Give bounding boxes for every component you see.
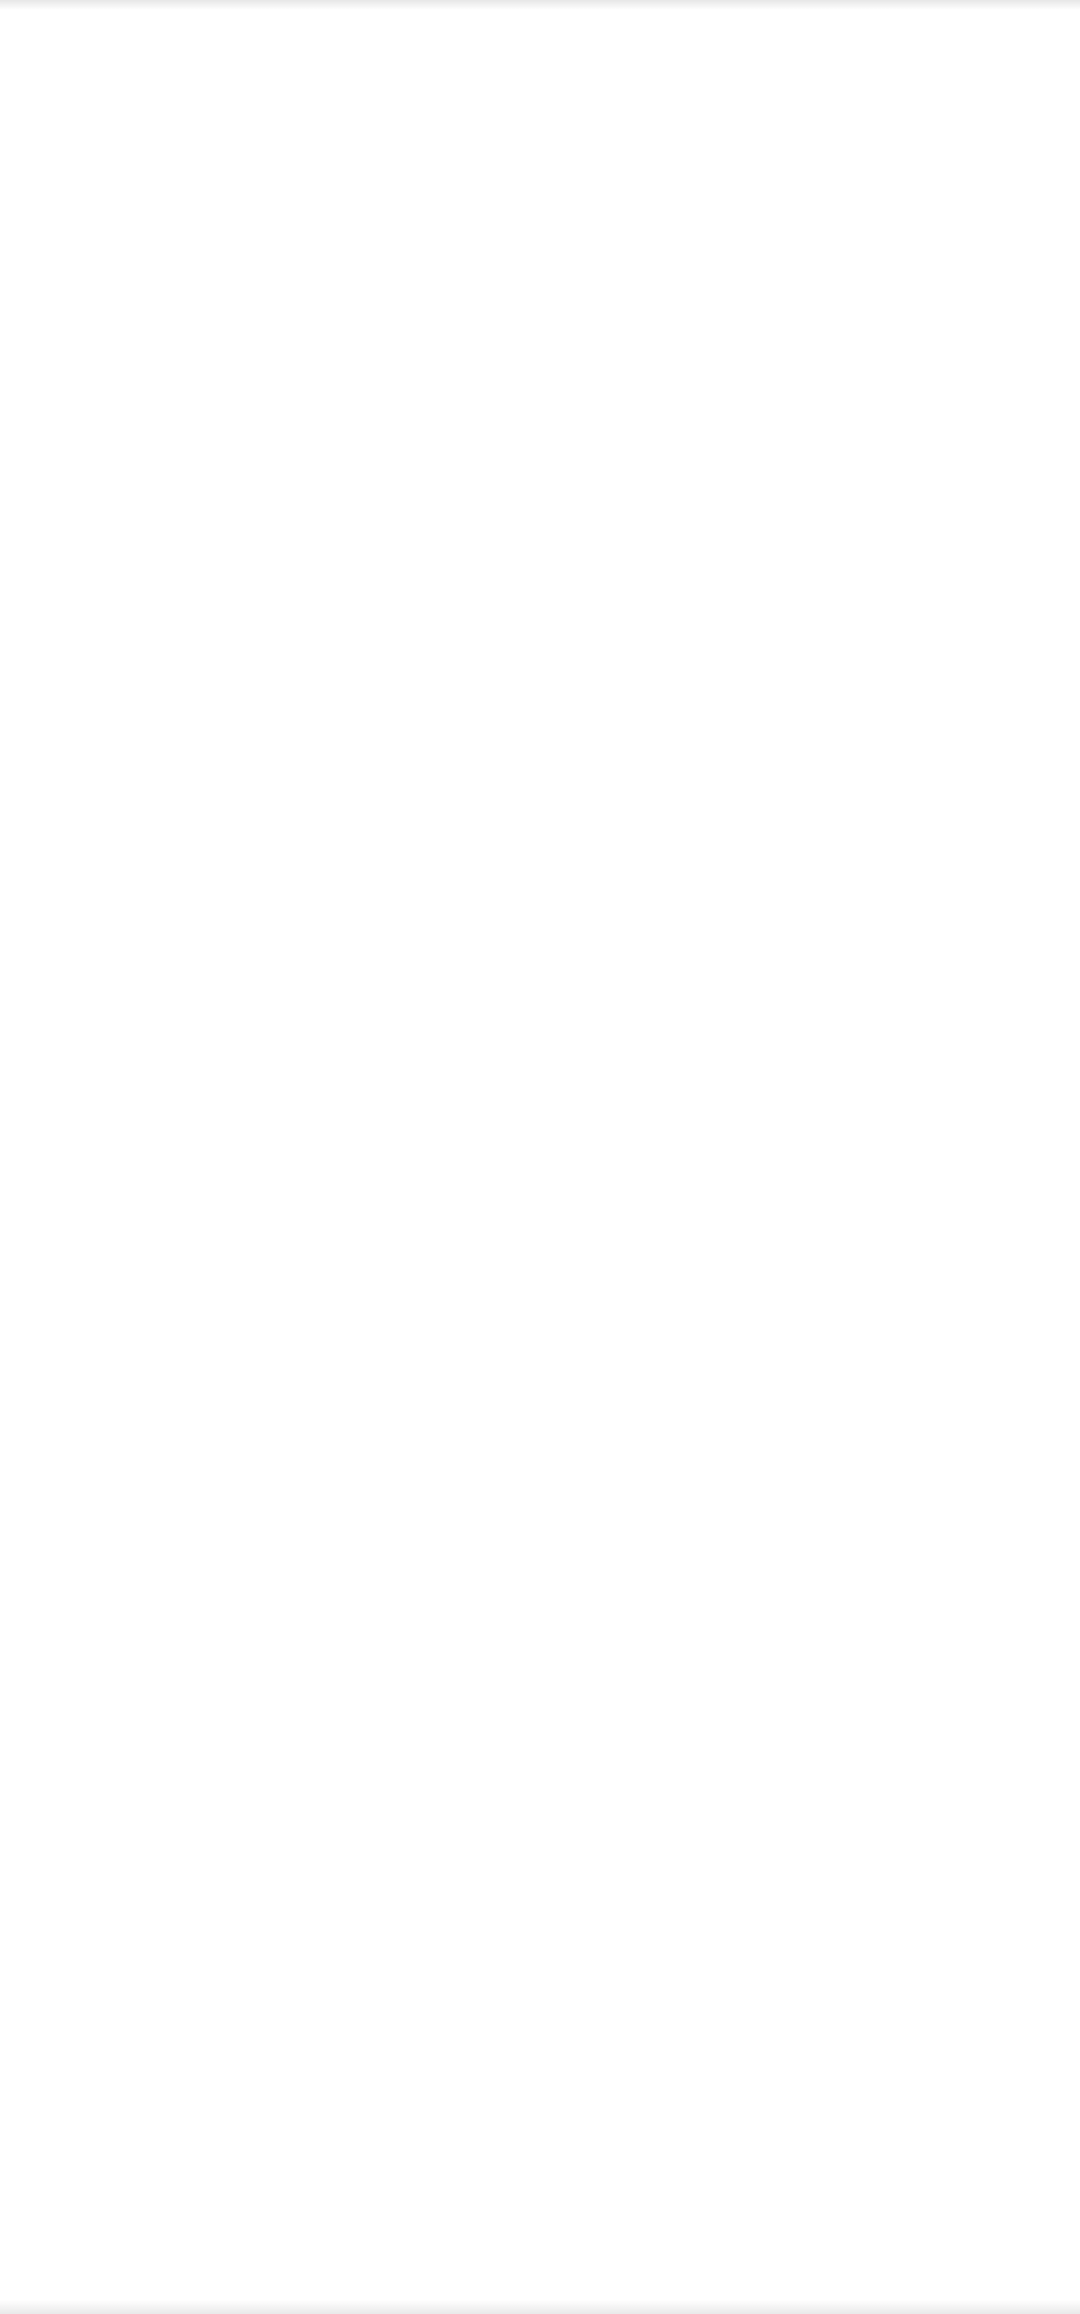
dialogue-line (32, 1278, 1040, 1350)
paragraph-gap (32, 378, 1040, 414)
dialogue-line (32, 918, 1040, 990)
dialogue-line (32, 990, 1040, 1062)
dialogue-line (32, 1206, 1040, 1278)
story-paragraph (32, 234, 1040, 306)
dialogue-line (32, 414, 1040, 486)
narration-line (32, 846, 1040, 918)
story-paragraph (32, 306, 1040, 378)
story-paragraph (32, 18, 1040, 90)
dialogue-line (32, 1134, 1040, 1206)
story-paragraph (32, 162, 1040, 234)
story-text (32, 18, 1040, 1422)
dialogue-line (32, 1062, 1040, 1134)
top-edge-shadow (0, 0, 1080, 10)
dialogue-line (32, 486, 1040, 558)
narration-line (32, 1350, 1040, 1422)
dialogue-line (32, 774, 1040, 846)
dialogue-line (32, 630, 1040, 702)
bottom-edge-shadow (0, 2300, 1080, 2314)
story-paragraph (32, 90, 1040, 162)
dialogue-line (32, 558, 1040, 630)
dialogue-line (32, 702, 1040, 774)
